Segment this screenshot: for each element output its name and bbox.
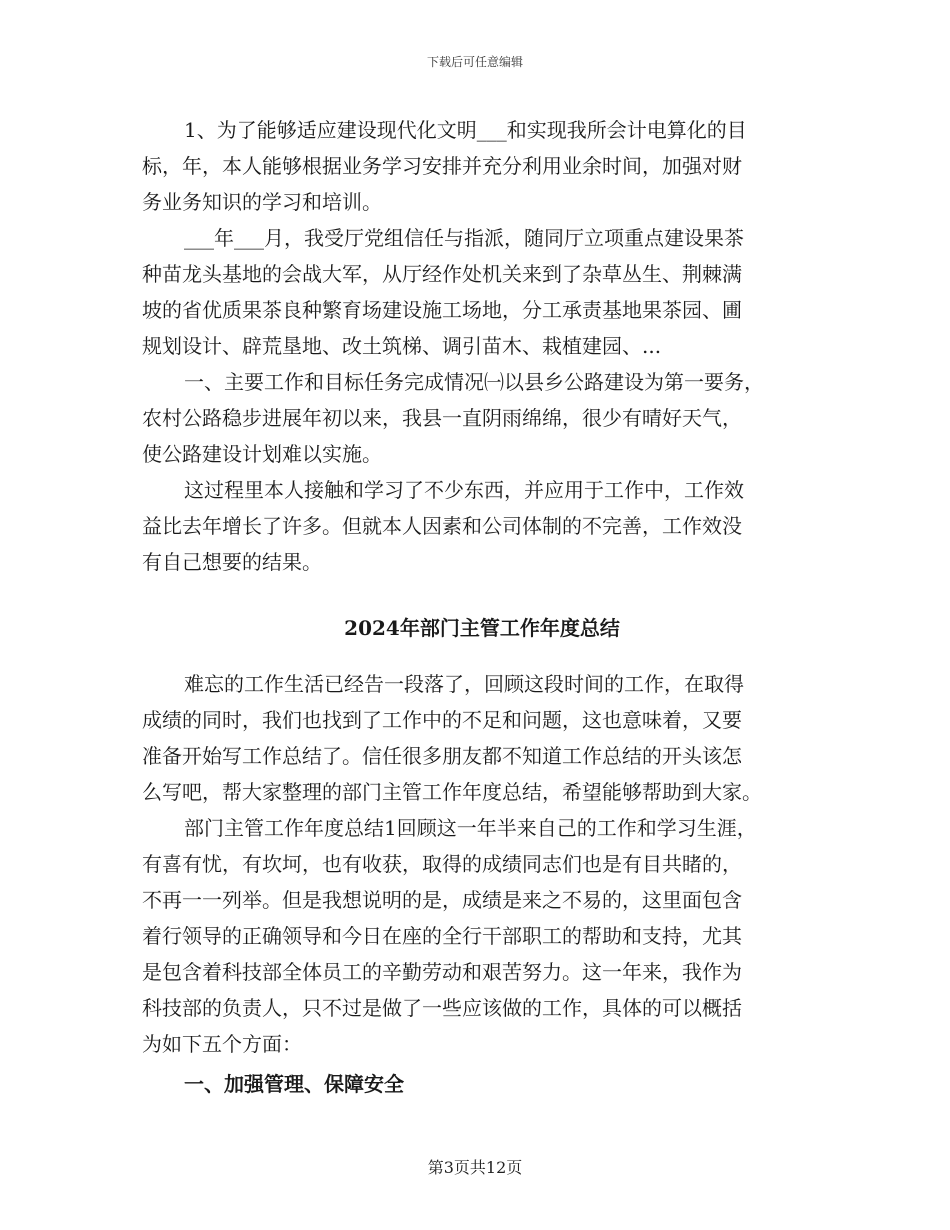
paragraph-line: 不再一一列举。但是我想说明的是，成绩是来之不易的，这里面包含	[142, 888, 742, 912]
paragraph-line: 坡的省优质果茶良种繁育场建设施工场地，分工承责基地果茶园、圃	[142, 298, 742, 322]
sub-heading: 一、加强管理、保障安全	[184, 1072, 404, 1096]
paragraph-line: 为如下五个方面：	[142, 1032, 302, 1056]
paragraph-group-top	[142, 112, 822, 580]
paragraph-line: 农村公路稳步进展年初以来，我县一直阴雨绵绵，很少有晴好天气，	[142, 406, 742, 430]
paragraph-line: 这过程里本人接触和学习了不少东西，并应用于工作中，工作效	[184, 478, 744, 502]
paragraph-line: 务业务知识的学习和培训。	[142, 190, 382, 214]
paragraph-line: 成绩的同时，我们也找到了工作中的不足和问题，这也意味着，又要	[142, 708, 742, 732]
paragraph-line: 种苗龙头基地的会战大军，从厅经作处机关来到了杂草丛生、荆棘满	[142, 262, 742, 286]
paragraph	[142, 220, 822, 364]
paragraph-line: 一、主要工作和目标任务完成情况㈠以县乡公路建设为第一要务，	[184, 370, 764, 394]
paragraph	[142, 666, 822, 810]
paragraph-group-bottom	[142, 666, 822, 1062]
paragraph-line: 部门主管工作年度总结1回顾这一年半来自己的工作和学习生涯，	[184, 816, 757, 840]
paragraph-line: 有自己想要的结果。	[142, 550, 322, 574]
paragraph	[142, 810, 822, 1062]
paragraph-line: 标，年，本人能够根据业务学习安排并充分利用业余时间，加强对财	[142, 154, 742, 178]
paragraph-line: 使公路建设计划难以实施。	[142, 442, 382, 466]
section-title: 2024年部门主管工作年度总结	[344, 616, 620, 640]
paragraph	[142, 112, 822, 220]
page-footer: 第3页共12页	[427, 1158, 523, 1177]
paragraph-line: 是包含着科技部全体员工的辛勤劳动和艰苦努力。这一年来，我作为	[142, 960, 742, 984]
paragraph-line: 么写吧，帮大家整理的部门主管工作年度总结，希望能够帮助到大家。	[142, 780, 762, 804]
paragraph-line: 规划设计、辟荒垦地、改土筑梯、调引苗木、栽植建园、...	[142, 334, 662, 358]
paragraph-line: ___年___月，我受厅党组信任与指派，随同厅立项重点建设果茶	[184, 226, 744, 250]
paragraph	[142, 364, 822, 472]
paragraph-line: 科技部的负责人，只不过是做了一些应该做的工作，具体的可以概括	[142, 996, 742, 1020]
paragraph-line: 益比去年增长了许多。但就本人因素和公司体制的不完善，工作效没	[142, 514, 742, 538]
paragraph-line: 准备开始写工作总结了。信任很多朋友都不知道工作总结的开头该怎	[142, 744, 742, 768]
paragraph	[142, 472, 822, 580]
paragraph-line: 1、为了能够适应建设现代化文明___和实现我所会计电算化的目	[184, 118, 747, 142]
paragraph-line: 有喜有忧，有坎坷，也有收获，取得的成绩同志们也是有目共睹的，	[142, 852, 742, 876]
paragraph-line: 着行领导的正确领导和今日在座的全行干部职工的帮助和支持，尤其	[142, 924, 742, 948]
document-body	[142, 112, 822, 1102]
paragraph-line: 难忘的工作生活已经告一段落了，回顾这段时间的工作，在取得	[184, 672, 744, 696]
header-note: 下载后可任意编辑	[426, 55, 523, 69]
